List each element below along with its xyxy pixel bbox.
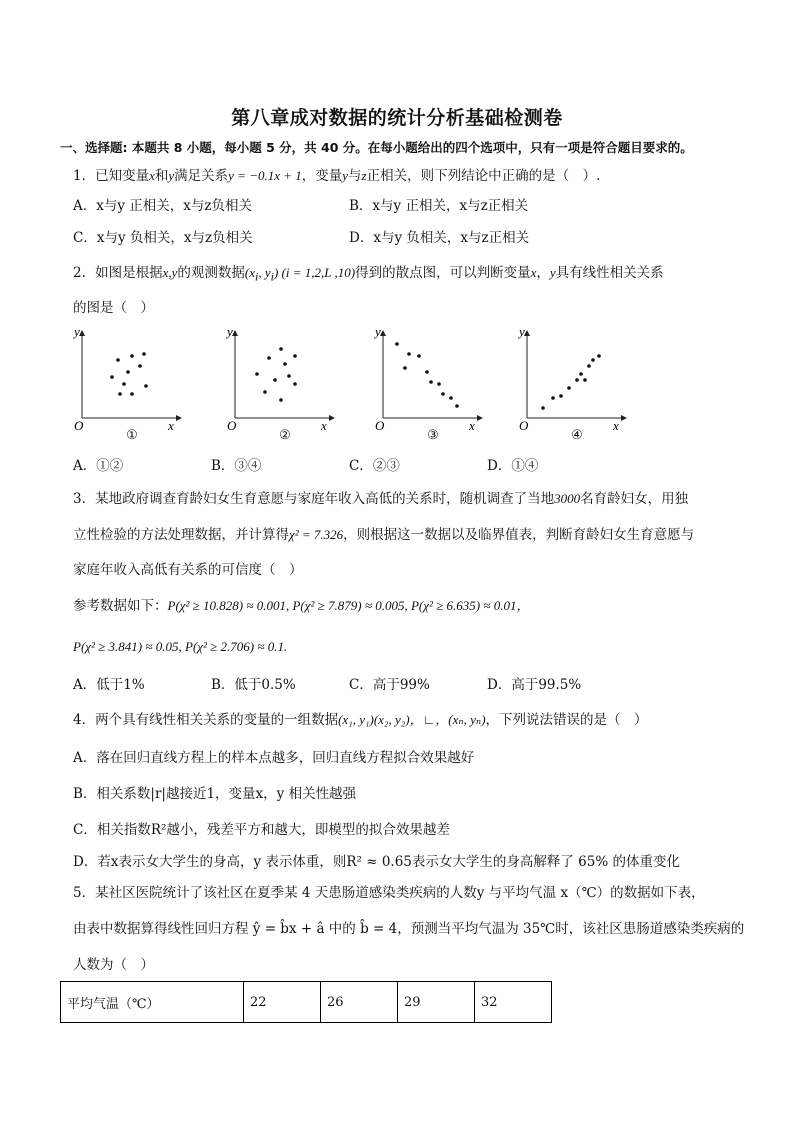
- point: [449, 396, 453, 400]
- question-3-reference: 参考数据如下：P(χ² ≥ 10.828) ≈ 0.001, P(χ² ≥ 7.879) ≈ 0.005, P(χ² ≥ 6.635) ≈ 0.01，: [73, 598, 530, 614]
- origin-label: O: [519, 418, 529, 433]
- point: [437, 382, 441, 386]
- point: [559, 394, 563, 398]
- scatter-plot-4: [517, 322, 627, 447]
- question-3-stem-line3: 家庭年收入高低有关系的可信度（ ）: [73, 562, 303, 578]
- point: [407, 352, 411, 356]
- point: [403, 366, 407, 370]
- point: [441, 392, 445, 396]
- x-axis-label: x: [321, 418, 327, 433]
- point: [116, 358, 120, 362]
- point: [267, 356, 271, 360]
- point: [279, 398, 283, 402]
- point: [591, 358, 595, 362]
- scatter-plot-2: [225, 322, 335, 447]
- point: [122, 382, 126, 386]
- point: [144, 384, 148, 388]
- scatter-plot-1: [72, 322, 182, 447]
- q3-option-b[interactable]: B．低于0.5%: [211, 677, 296, 693]
- point: [551, 396, 555, 400]
- plot-label-4: ④: [571, 428, 583, 443]
- table-cell: 32: [475, 982, 552, 1023]
- point: [138, 364, 142, 368]
- point: [579, 372, 583, 376]
- y-axis-arrow: [380, 330, 386, 336]
- q1-option-a[interactable]: A．x与y 正相关，x与z负相关: [73, 198, 253, 214]
- table-row-header: 平均气温（℃）: [61, 982, 244, 1023]
- point: [429, 380, 433, 384]
- x-axis-label: x: [613, 418, 619, 433]
- point: [130, 354, 134, 358]
- x-axis-arrow: [621, 415, 627, 421]
- plot-label-2: ②: [279, 428, 291, 443]
- question-5-stem: 5．某社区医院统计了该社区在夏季某 4 天患肠道感染类疾病的人数y 与平均气温 x（℃）的数据如下表，: [73, 885, 705, 901]
- origin-label: O: [74, 418, 84, 433]
- q3-option-d[interactable]: D．高于99.5%: [487, 677, 582, 693]
- point: [541, 406, 545, 410]
- point: [583, 378, 587, 382]
- q2-option-b[interactable]: B．③④: [211, 458, 262, 474]
- point: [293, 354, 297, 358]
- data-table: [60, 981, 552, 1023]
- y-axis-label: y: [74, 324, 80, 339]
- q4-option-b[interactable]: B．相关系数|r|越接近1，变量x，y 相关性越强: [73, 786, 357, 802]
- point: [263, 390, 267, 394]
- point: [395, 342, 399, 346]
- question-4-stem: 4．两个具有线性相关关系的变量的一组数据(x₁, y₁)(x₂, y₂)，∟，(xₙ, yₙ)，下列说法错误的是（ ）: [73, 712, 648, 728]
- point: [118, 392, 122, 396]
- y-axis-arrow: [79, 330, 85, 336]
- point: [273, 378, 277, 382]
- table-row: [61, 982, 552, 1023]
- y-axis-label: y: [519, 324, 525, 339]
- question-2-stem: 2．如图是根据x,y的观测数据($x_i$, $y_i$) (i = 1,2,L ,10)得到的散点图，可以判断变量x，y具有线性相关关系: [73, 265, 664, 284]
- x-axis-arrow: [477, 415, 483, 421]
- y-axis-label: y: [227, 324, 233, 339]
- plot-label-1: ①: [126, 428, 138, 443]
- point: [110, 375, 114, 379]
- y-axis-label: y: [375, 324, 381, 339]
- section-heading: 一、选择题: 本题共 8 小题，每小题 5 分，共 40 分。在每小题给出的四个选项中，只有一项是符合题目要求的。: [60, 140, 693, 155]
- table-cell: 29: [398, 982, 475, 1023]
- point: [417, 354, 421, 358]
- point: [279, 347, 283, 351]
- point: [597, 354, 601, 358]
- question-3-stem: 3．某地政府调查育龄妇女生育意愿与家庭年收入高低的关系时，随机调查了当地3000名育龄妇女，用独: [73, 491, 689, 507]
- x-axis-arrow: [176, 415, 182, 421]
- q1-option-b[interactable]: B．x与y 正相关，x与z正相关: [349, 198, 529, 214]
- question-3-reference-line2: P(χ² ≥ 3.841) ≈ 0.05, P(χ² ≥ 2.706) ≈ 0.1.: [73, 639, 288, 654]
- origin-label: O: [227, 418, 237, 433]
- point: [130, 392, 134, 396]
- q4-option-c[interactable]: C．相关指数R²越小，残差平方和越大，即模型的拟合效果越差: [73, 822, 450, 838]
- x-axis-label: x: [469, 418, 475, 433]
- point: [283, 362, 287, 366]
- point: [587, 364, 591, 368]
- q4-option-d[interactable]: D．若x表示女大学生的身高，y 表示体重，则R² ≈ 0.65表示女大学生的身高解释了 65% 的体重变化: [73, 854, 680, 870]
- question-5-stem-line3: 人数为（ ）: [73, 957, 154, 973]
- table-cell: 26: [321, 982, 398, 1023]
- page-title: 第八章成对数据的统计分析基础检测卷: [231, 107, 563, 129]
- question-2-stem-line2: 的图是（ ）: [73, 300, 154, 316]
- point: [425, 370, 429, 374]
- q4-option-a[interactable]: A．落在回归直线方程上的样本点越多，回归直线方程拟合效果越好: [73, 750, 475, 766]
- q1-option-d[interactable]: D．x与y 负相关，x与z正相关: [349, 230, 530, 246]
- question-1-stem: 1．已知变量x和y满足关系y = −0.1x + 1，变量y与z正相关，则下列结论中正确的是（ ）.: [73, 168, 601, 184]
- point: [567, 386, 571, 390]
- point: [293, 382, 297, 386]
- question-5-stem-line2: 由表中数据算得线性回归方程 ŷ = b̂x + â 中的 b̂ = 4，预测当平均气温为 35℃时，该社区患肠道感染类疾病的: [73, 921, 745, 937]
- x-axis-arrow: [329, 415, 335, 421]
- y-axis-arrow: [524, 330, 530, 336]
- q3-option-a[interactable]: A．低于1%: [73, 677, 145, 693]
- q2-option-c[interactable]: C．②③: [349, 458, 400, 474]
- x-axis-label: x: [168, 418, 174, 433]
- point: [255, 372, 259, 376]
- scatter-plot-3: [373, 322, 483, 447]
- point: [455, 404, 459, 408]
- q2-option-a[interactable]: A．①②: [73, 458, 124, 474]
- q3-option-c[interactable]: C．高于99%: [349, 677, 430, 693]
- origin-label: O: [375, 418, 385, 433]
- plot-label-3: ③: [427, 428, 439, 443]
- q2-option-d[interactable]: D．①④: [487, 458, 539, 474]
- question-3-stem-line2: 立性检验的方法处理数据，并计算得χ² = 7.326，则根据这一数据以及临界值表，判断育龄妇女生育意愿与: [73, 527, 695, 543]
- point: [575, 378, 579, 382]
- point: [287, 374, 291, 378]
- point: [142, 352, 146, 356]
- table-cell: 22: [244, 982, 321, 1023]
- point: [126, 370, 130, 374]
- q1-option-c[interactable]: C．x与y 负相关，x与z负相关: [73, 230, 253, 246]
- y-axis-arrow: [232, 330, 238, 336]
